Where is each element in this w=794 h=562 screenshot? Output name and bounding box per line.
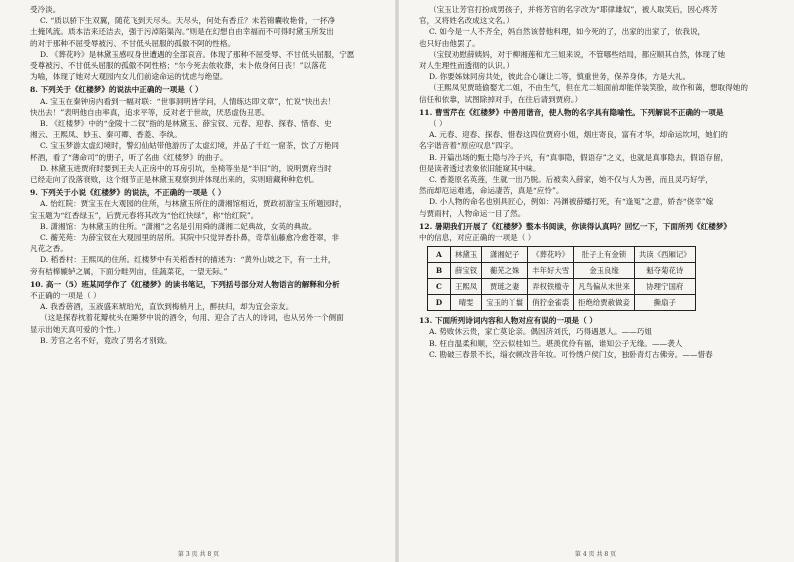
text-line: （王熙凤见贾琏偷娶尤二姐，不由生气，但在尤二姐面前却能佯装笑脸，故作和蔼，想取得她的 xyxy=(429,83,748,93)
option-letter: D xyxy=(428,295,451,311)
text-line: D. 小人物的命名也别具匠心，例如：冯渊被薛蟠打死，有“逢冤”之意，娇杏“侥幸”嫁 xyxy=(429,197,714,207)
table-cell: 撕扇子 xyxy=(634,295,695,311)
table-cell: 俏狞金雀裘 xyxy=(528,295,574,311)
text-line: 旁有桔槔辘轳之属，下面分畦列亩，佳蔬菜花，一望无际。” xyxy=(30,266,228,276)
right-page-text-bottom xyxy=(419,315,778,360)
text-line: B. 潇湘馆：为林黛玉的住所。“潇湘”之名是引用舜的潇湘二妃典故，女英的典故。 xyxy=(40,221,317,231)
table-cell: 宝玉的丫鬟 xyxy=(482,295,528,311)
table-cell: 林黛玉 xyxy=(451,247,482,263)
table-cell: 拒绝给贾赦做妾 xyxy=(574,295,635,311)
right-page xyxy=(397,0,794,562)
text-line: C. 勘破三春景不长，缁衣顿改昔年妆。可怜绣户侯门女，独卧青灯古佛旁。——惜春 xyxy=(429,349,713,359)
table-cell: 丰年好大雪 xyxy=(528,263,574,279)
table-cell: 肚子上有金锁 xyxy=(574,247,635,263)
option-letter: B xyxy=(428,263,451,279)
text-line: 官，又将姓名改成这文名。） xyxy=(419,16,514,26)
text-line: （ ） xyxy=(429,119,447,129)
question-stem: 10. 高一（5）班某同学作了《红楼梦》的读书笔记，下列括号部分对人物语言的解释和分析 xyxy=(30,279,340,289)
table-row xyxy=(428,247,696,263)
text-line: 快出去！”表明他自由率真，追求平等，反对老于世故，厌恶虚伪丑恶。 xyxy=(30,107,270,117)
question-stem: 11. 曹雪芹在《红楼梦》中善用谐音，使人物的名字具有隐喻性。下列解说不正确的一项是 xyxy=(419,107,724,117)
text-line: D. 你要姊妹同房共处，彼此合心谦让二等，慎重世务，保养身体，方是大礼。 xyxy=(429,72,691,82)
right-page-footer: 第 4 页 共 8 页 xyxy=(574,551,617,558)
text-line: 然而却厄运难逃，命运凄苦，真是“应怜”。 xyxy=(419,186,564,196)
left-page-footer: 第 3 页 共 8 页 xyxy=(177,551,220,558)
table-cell: 《葬花吟》 xyxy=(528,247,574,263)
table-cell: 贾琏之妻 xyxy=(482,279,528,295)
question-stem: 9. 下列关于小说《红楼梦》的说法，不正确的一项是（ ） xyxy=(30,188,226,198)
text-line: 宝玉题为“红香绿玉”，后贾元春将其改为“怡红快绿”，称“怡红院”。 xyxy=(30,210,259,220)
text-line: 不正确的一项是（ ） xyxy=(30,291,101,301)
table-cell: 共读《西厢记》 xyxy=(634,247,695,263)
table-cell: 薛宝钗 xyxy=(451,263,482,279)
option-letter: A xyxy=(428,247,451,263)
text-line: A. 元春、迎春、探春、惜春这四位贾府小姐，烟庄寄良，富有才华，却命运坎坷，她们的 xyxy=(429,130,728,140)
text-line: 受尊被污、不甘低头屈服的孤傲不阿性格；“尔今死去侬收葬，未卜侬身何日丧！”以落花 xyxy=(30,61,327,71)
text-line: A. 怡红院：贾宝玉在大观园的住所，与林黛玉所住的潇湘馆相近，贾政初游宝玉所题园时， xyxy=(40,199,347,209)
text-line: 受冷淡。 xyxy=(30,5,61,14)
text-line: C. 宝玉梦游太虚幻境时，警幻仙姑带他游历了太虚幻境，并品了千红一窟茶，饮了万艳同 xyxy=(40,141,339,151)
text-line: 也只好由他罢了。 xyxy=(419,38,480,48)
table-cell: 金玉良缘 xyxy=(574,263,635,279)
text-line: （宝钗劝慰薛姨妈，对于柳湘莲和尤三姐来说，不管哪些结局，都应顺其自然，体现了她 xyxy=(429,49,726,59)
text-line: C. 香菱原名英莲，生就一出乃脱。后被卖入薛家，她不仅与人为善，而且灵巧好学， xyxy=(429,175,713,185)
text-line: 杯酒，看了“薄命司”的册子，听了名曲《红楼梦》的曲子。 xyxy=(30,152,228,162)
question-stem: 12. 暑期我们开展了《红楼梦》整本书阅读，你读得认真吗？回忆一下，下面所列《红楼梦》 xyxy=(419,221,732,231)
option-table xyxy=(427,246,696,311)
text-line: 显示出她天真可爱的个性。） xyxy=(30,324,125,334)
text-line: 对人生理性而透彻的认识。） xyxy=(419,61,514,71)
text-line: 为喻，体现了她对大观园内女儿们前途命运的忧虑与绝望。 xyxy=(30,72,228,82)
table-cell: 晴雯 xyxy=(451,295,482,311)
text-line: 信任和依靠，试图除掉对手，在往后请到贾府。） xyxy=(419,94,583,104)
text-line: 湘云、王熙凤、妙玉、秦可卿、香菱、李纨。 xyxy=(30,130,182,140)
table-cell: 王熙凤 xyxy=(451,279,482,295)
question-stem: 13. 下面所列诗词内容和人物对应有误的一项是（ ） xyxy=(419,316,597,326)
text-line: 与贾雨村，人物命运一目了然。 xyxy=(419,208,526,218)
table-cell: 魁夺菊花诗 xyxy=(634,263,695,279)
text-line: 土掩风流。质本洁来还洁去，强于污淖陷渠沟。”则是在幻想自由幸福而不可得时黛玉所发出 xyxy=(30,27,334,37)
text-line: （这是探春枕着花瓣枕头在睡梦中说的酒令，句用、迎合了古人的诗词，也从另外一个侧面 xyxy=(40,313,344,323)
text-line: C. “质以骄下生双翼，随花飞到天尽头。天尽头，何处有香丘？未若锦囊收艳骨，一抔净 xyxy=(40,16,336,26)
right-page-text-top xyxy=(419,4,778,243)
text-line: B. 枉自温柔和顺，空云似桂如兰。堪羡优伶有福，谁知公子无缘。——袭人 xyxy=(429,338,683,348)
table-row xyxy=(428,295,696,311)
text-line: 已经走向了没落衰败，这个细节正是林黛玉观察到并体现出来的，实则暗藏种种危机。 xyxy=(30,175,319,185)
text-line: C. 如今是一人不齐全，妈自然该替他料理，如今死的了，出家的出家了，依我说， xyxy=(429,27,706,37)
text-line: （宝玉让芳官打扮成男孩子，并将芳官的名字改为“耶律雄奴”，被人取笑后，因心疼芳 xyxy=(429,5,718,14)
text-line: 凡花之香。 xyxy=(30,244,68,254)
text-line: C. 蘅芜苑：为薛宝钗在大观园里的居所。其院中只觉异香扑鼻，奇草仙藤愈冷愈苍翠，非 xyxy=(40,233,339,243)
table-row xyxy=(428,279,696,295)
table-cell: 弄权铁槛寺 xyxy=(528,279,574,295)
text-line: B. 开篇出场的甄士隐与冷子兴，有“真事隐，假语存”之义，也就是真事隐去，假语存留， xyxy=(429,152,729,162)
table-cell: 协理宁国府 xyxy=(634,279,695,295)
left-page-text xyxy=(30,4,383,346)
table-cell: 蘅芜之姝 xyxy=(482,263,528,279)
table-cell: 凡鸟偏从末世来 xyxy=(574,279,635,295)
text-line: 中的信息，对应正确的一项是（ ） xyxy=(419,233,536,243)
table-cell: 潇湘妃子 xyxy=(482,247,528,263)
table-row xyxy=(428,263,696,279)
text-line: 的对于那种不屈受辱被污、不甘低头屈服的孤傲不阿的性格。 xyxy=(30,38,236,48)
text-line: A. 我香蓓酒，玉液盛来琥珀光，直饮到梅梢月上，醉扶归，却为宜会亲友。 xyxy=(40,302,294,312)
text-line: D. 稻香村：王熙凤的住所。红楼梦中有关稻香村的描述为：“黄外山坡之下，有一土井， xyxy=(40,255,336,265)
text-line: D. 《葬花吟》是林黛玉感叹身世遭遇的全部哀音。体现了那种不屈受辱、不甘低头屈服，宁愿 xyxy=(40,49,355,59)
text-line: A. 势败休云贵，家亡莫论亲。偶因济刘氏，巧得遇恩人。——巧姐 xyxy=(429,327,652,337)
question-stem: 8. 下列关于《红楼梦》的说法中正确的一项是（ ） xyxy=(30,85,203,95)
text-line: B. 芳官之名不好，竟改了男名才别致。 xyxy=(40,335,172,345)
text-line: D. 林黛玉进贾府时要到王夫人正房中的耳房引坑，坐椅等坐是“半旧”的，说明贾府当时 xyxy=(40,163,332,173)
text-line: A. 宝玉在秦钟房内看到一幅对联：“世事洞明皆学问，人情练达即文章”，忙说“快出去！ xyxy=(40,96,336,106)
text-line: 但是读者透过表象依旧能窥其中味。 xyxy=(419,163,541,173)
option-letter: C xyxy=(428,279,451,295)
text-line: 名字谐音着“原应叹息”四字。 xyxy=(419,141,518,151)
text-line: B. 《红楼梦》中的“金陵十二钗”指的是林黛玉、薛宝钗、元春、迎春、探春、惜春、史 xyxy=(40,119,332,129)
